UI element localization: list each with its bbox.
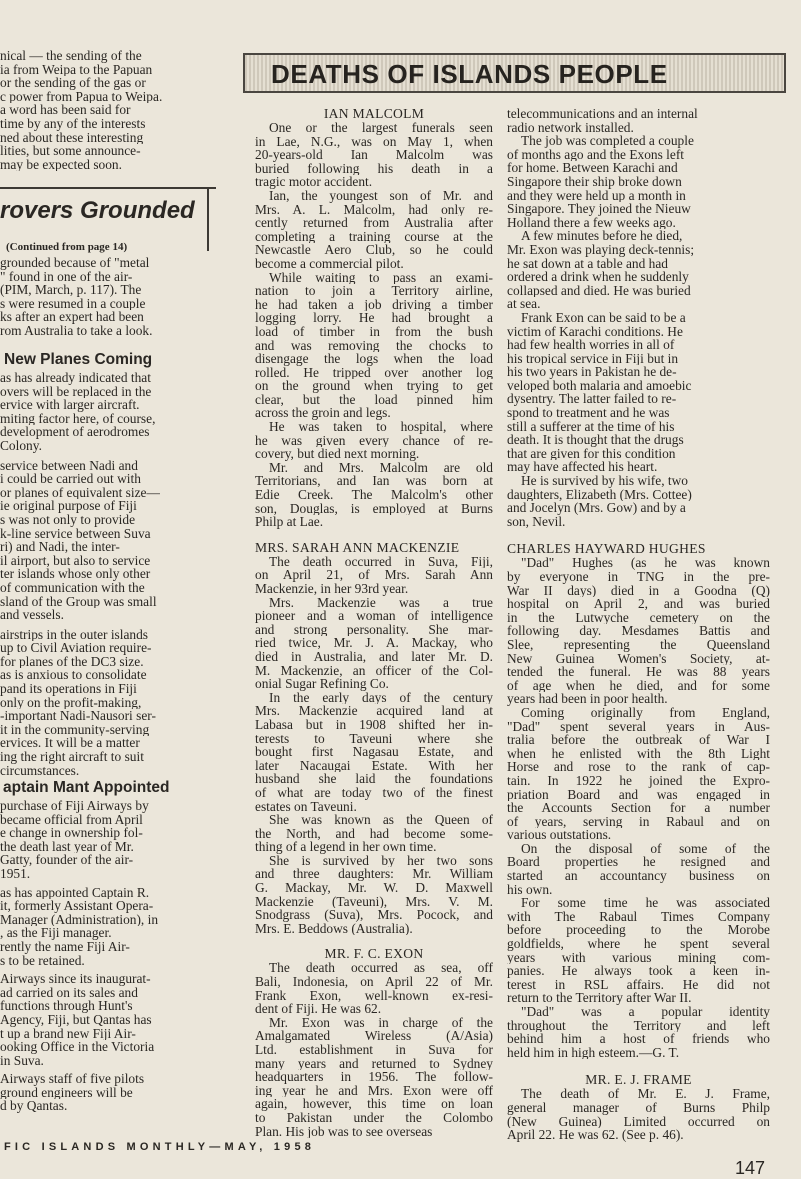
text-line: son, Douglas, is employed at Burns [255, 501, 493, 516]
text-line: Airways since its inaugurat- [0, 972, 151, 986]
text-line: Slee, representing the Queensland [507, 637, 770, 652]
running-footer [0, 1141, 801, 1153]
text-line: grounded because of "metal [0, 256, 150, 270]
text-line: " found in one of the air- [0, 269, 133, 284]
text-line: become a commercial pilot. [255, 256, 404, 271]
text-line: general manager of Burns Philp [507, 1100, 770, 1115]
text-line: , as the Fiji manager. [0, 926, 112, 940]
text-line: She is survived by her two sons [269, 853, 493, 868]
text-line: Coming originally from England, [521, 705, 770, 720]
text-line: tended the funeral. He was 88 years [507, 665, 770, 679]
text-line: Plan. His job was to see overseas [255, 1124, 433, 1139]
text-line: died in Australia, and later Mr. D. [255, 649, 493, 664]
text-line: and vessels. [0, 608, 64, 622]
text-line: While waiting to pass an exami- [269, 270, 493, 285]
text-line: dent of Fiji. He was 62. [255, 1002, 382, 1016]
text-line: thing of a legend in her own time. [255, 840, 437, 854]
text-line: and was removing the chocks to [255, 338, 493, 353]
text-line: Ian, the youngest son of Mr. and [269, 188, 493, 203]
text-line: overs will be replaced in the [0, 384, 152, 399]
text-line: cently returned from Australia after [255, 216, 493, 230]
obituary-name: MR. F. C. EXON [324, 946, 424, 962]
text-line: dysentry. The latter failed to re- [507, 392, 677, 407]
text-line: many years and returned to Sydney [255, 1056, 493, 1071]
text-line: ks after an expert had been [0, 310, 144, 324]
obituary-name: IAN MALCOLM [323, 106, 425, 121]
text-line: disengage the logs when the load [255, 352, 493, 366]
section-title: DEATHS OF ISLANDS PEOPLE [271, 59, 668, 89]
text-line: to Pakistan under the Colombo [255, 1110, 493, 1125]
section-banner [243, 53, 786, 93]
text-line: Bali, Indonesia, on April 22 of Mr. [255, 975, 493, 989]
text-line: as has already indicated that [0, 371, 151, 385]
text-line: up to Civil Aviation require- [0, 641, 152, 655]
text-line: Edie Creek. The Malcolm's other [255, 488, 493, 502]
text-line: his two years in Pakistan he de- [507, 365, 677, 379]
text-line: tain. In 1922 he joined the Expro- [507, 773, 770, 788]
text-line: One or the largest funerals seen [269, 121, 493, 135]
text-line: Singapore. They joined the Nieuw [507, 202, 691, 216]
text-line: i could be carried out with [0, 472, 141, 486]
text-line: development of aerodromes [0, 425, 150, 439]
text-line: s to be retained. [0, 953, 85, 968]
text-line: The death occurred as sea, off [269, 961, 493, 976]
text-line: New Guinea Women's Society, at- [507, 651, 770, 666]
text-line: 20-years-old Ian Malcolm was [255, 148, 493, 162]
obituary-name: CHARLES HAYWARD HUGHES [507, 541, 706, 557]
text-line: again, however, this time on loan [255, 1097, 493, 1111]
text-line: s were resumed in a couple [0, 296, 146, 311]
text-line: behind him a host of friends who [507, 1032, 770, 1046]
text-line: M. Mackenzie, an officer of the Col- [255, 663, 493, 678]
text-line: he had taken a job driving a timber [255, 297, 493, 312]
text-line: Mr. Exon was in charge of the [269, 1015, 493, 1030]
text-line: il airport, but also to service [0, 553, 151, 568]
text-line: or planes of equivalent size— [0, 485, 160, 500]
rovers-box-rule-top [0, 187, 216, 189]
text-line: held him in high esteem.—G. T. [507, 1045, 680, 1060]
text-line: c power from Papua to Weipa. [0, 89, 163, 104]
new-planes-text [0, 371, 212, 777]
text-line: in Suva. [0, 1053, 44, 1068]
text-line: victim of Karachi conditions. He [507, 324, 683, 339]
text-line: k-line service between Suva [0, 526, 151, 541]
text-line: circumstances. [0, 763, 80, 778]
text-line: miting factor here, of course, [0, 411, 156, 426]
text-line: and strong personality. She mar- [255, 622, 493, 637]
text-line: ooking Office in the Victoria [0, 1040, 155, 1054]
text-line: on the ground when trying to get [255, 379, 493, 393]
text-line: (New Guinea) Limited occurred on [507, 1114, 770, 1129]
text-line: For some time he was associated [521, 896, 770, 910]
continued-note: (Continued from page 14) [6, 241, 128, 253]
text-line: it, formerly Assistant Opera- [0, 899, 154, 913]
text-line: the North, and had become some- [255, 826, 493, 841]
text-line: functions through Hunt's [0, 999, 133, 1013]
intro-text [0, 49, 212, 171]
text-line: throughout the Territory and left [507, 1018, 770, 1033]
text-line: Airways staff of five pilots [0, 1072, 145, 1086]
text-line: return to the Territory after War II. [507, 991, 692, 1005]
text-line: and three daughters: Mr. William [255, 867, 493, 882]
text-line: ervice with larger aircraft. [0, 398, 140, 412]
text-line: logging lorry. He had brought a [255, 311, 493, 325]
text-line: He is survived by his wife, two [521, 474, 688, 488]
text-line: -important Nadi-Nausori ser- [0, 709, 156, 723]
text-line: the death last year of Mr. [0, 839, 134, 854]
text-line: he was given every chance of re- [255, 433, 493, 448]
text-line: rently the name Fiji Air- [0, 939, 130, 954]
text-line: years with various mining com- [507, 950, 770, 965]
text-line: War II days) died in a Goodna (Q) [507, 583, 770, 598]
text-line: The death occurred in Suva, Fiji, [269, 554, 493, 569]
text-line: may have affected his heart. [507, 460, 658, 475]
text-line: Agency, Fiji, but Qantas has [0, 1012, 152, 1027]
text-line: husband she laid the foundations [255, 772, 493, 786]
text-line: as is anxious to consolidate [0, 668, 147, 683]
text-line: terests to Taveuni where she [255, 731, 493, 746]
text-line: load of timber in from the bush [255, 324, 493, 339]
text-line: purchase of Fiji Airways by [0, 799, 149, 813]
text-line: at sea. [507, 297, 541, 311]
text-line: of communication with the [0, 580, 145, 595]
text-line: The death of Mr. E. J. Frame, [521, 1087, 770, 1101]
text-line: Horse and rose to the rank of cap- [507, 760, 770, 774]
text-line: Singapore their ship broke down [507, 174, 682, 189]
text-line: He was taken to hospital, where [269, 420, 493, 434]
text-line: the Accounts Section for a number [507, 801, 770, 815]
text-line: Mackenzie, in her 93rd year. [255, 582, 409, 596]
text-line: lities, but some announce- [0, 144, 141, 158]
text-line: still a sufferer at the time of his [507, 419, 675, 434]
text-line: ter islands whose only other [0, 567, 151, 581]
text-line: Frank Exon, well-known ex-resi- [255, 988, 493, 1003]
text-line: of age when he died, and for some [507, 678, 770, 693]
text-line: e change in ownership fol- [0, 826, 143, 840]
footer-text: FIC ISLANDS MONTHLY—MAY, 1958 [4, 1141, 316, 1153]
text-line: On the disposal of some of the [521, 841, 770, 856]
text-line: Manager (Administration), in [0, 912, 159, 927]
text-line: ordered a drink when he suddenly [507, 270, 689, 284]
text-line: years had been in poor health. [507, 692, 668, 706]
text-line: Mrs. Mackenzie acquired land at [255, 704, 493, 718]
text-line: buried following his death in a [255, 161, 493, 176]
text-line: headquarters in 1956. The follow- [255, 1070, 493, 1084]
text-line: G. Mackay, Mr. W. D. Maxwell [255, 881, 493, 895]
text-line: ia from Weipa to the Papuan [0, 62, 153, 77]
right-column [507, 107, 770, 1142]
obituary-name: MR. E. J. FRAME [585, 1072, 692, 1088]
text-line: Labasa but in 1908 shifted her in- [255, 717, 493, 732]
text-line: when he enlisted with the 8th Light [507, 746, 770, 761]
text-line: Board properties he resigned and [507, 855, 770, 870]
text-line: his tropical service in Fiji but in [507, 351, 679, 366]
text-line: 1951. [0, 866, 31, 881]
new-planes-heading: New Planes Coming [4, 351, 153, 368]
text-line: had few health worries in all of [507, 338, 675, 352]
text-line: time by any of the interests [0, 116, 146, 131]
middle-column [255, 107, 493, 1138]
text-line: clear, but the load pinned him [255, 392, 493, 407]
text-line: ground engineers will be [0, 1085, 133, 1100]
text-line: rolled. He tripped over another log [255, 365, 493, 380]
text-line: Newcastle Aero Club, so he could [255, 243, 493, 257]
text-line: ing year he and Mrs. Exon were off [255, 1083, 493, 1098]
text-line: daughters, Elizabeth (Mrs. Cottee) [507, 487, 692, 502]
text-line: rom Australia to take a look. [0, 323, 153, 338]
text-line: with The Rabaul Times Company [507, 909, 770, 924]
text-line: "Dad" Hughes (as he was known [521, 556, 770, 570]
text-line: Snodgrass (Suva), Mrs. Pocock, and [255, 908, 493, 922]
text-line: t up a brand new Fiji Air- [0, 1026, 136, 1041]
rovers-text [0, 256, 212, 338]
obituary-name: MRS. SARAH ANN MACKENZIE [255, 539, 460, 555]
text-line: Philp at Lae. [255, 515, 324, 529]
text-line: or the sending of the gas or [0, 76, 146, 90]
text-line: various outstations. [507, 828, 612, 842]
text-line: for home. Between Karachi and [507, 161, 678, 175]
text-line: ned about these interesting [0, 130, 144, 145]
text-line: priation Board and was engaged in [507, 787, 770, 802]
text-line: following day. Mesdames Battis and [507, 624, 770, 638]
text-line: Amalgamated Wireless (A/Asia) [255, 1029, 493, 1043]
text-line: son, Nevil. [507, 514, 566, 529]
text-line: he sat down at a table and had [507, 256, 669, 271]
text-line: by everyone in TNG in the pre- [507, 570, 770, 584]
text-line: She was known as the Queen of [269, 813, 493, 827]
rovers-box-rule-side [207, 187, 209, 251]
text-line: ervices. It will be a matter [0, 736, 140, 751]
text-line: ing the right aircraft to suit [0, 750, 144, 764]
text-line: started an accountancy business on [507, 869, 770, 883]
text-line: spond to treatment and he was [507, 406, 670, 420]
text-line: Mackenzie (Taveuni), Mrs. V. M. [255, 894, 493, 909]
text-line: may be expected soon. [0, 157, 122, 172]
text-line: became official from April [0, 812, 143, 827]
text-line: "Dad" was a popular identity [521, 1005, 770, 1019]
captain-heading: aptain Mant Appointed [3, 779, 170, 796]
text-line: of years, serving in Rabaul and on [507, 814, 770, 829]
text-line: ri) and Nadi, the inter- [0, 540, 120, 554]
text-line: Mrs. A. L. Malcolm, had only re- [255, 202, 493, 217]
text-line: Ltd. establishment in Suva for [255, 1043, 493, 1057]
text-line: and Jocelyn (Mrs. Gow) and by a [507, 501, 686, 515]
text-line: it in the community-serving [0, 722, 150, 737]
text-line: goldfields, where he spent several [507, 937, 770, 951]
text-line: radio network installed. [507, 120, 634, 135]
text-line: in Lae, N.G., was on May 1, when [255, 134, 493, 149]
text-line: death. It is thought that the drugs [507, 433, 684, 447]
text-line: as has appointed Captain R. [0, 885, 150, 900]
text-line: bought first Nagasau Estate, and [255, 745, 493, 759]
text-line: on April 21, of Mrs. Sarah Ann [255, 568, 493, 582]
text-line: of months ago and the Exons left [507, 147, 685, 162]
text-line: ad carried on its sales and [0, 985, 138, 1000]
text-line: before proceeding to the Morobe [507, 923, 770, 938]
text-line: airstrips in the outer islands [0, 627, 149, 642]
text-line: Mrs. Mackenzie was a true [269, 595, 493, 610]
text-line: Mrs. E. Beddows (Australia). [255, 921, 413, 936]
text-line: "Dad" spent several years in Aus- [507, 719, 770, 734]
text-line: The job was completed a couple [521, 134, 694, 148]
text-line: Gatty, founder of the air- [0, 853, 134, 867]
captain-text [0, 799, 212, 1113]
text-line: A few minutes before he died, [521, 229, 683, 243]
text-line: nical — the sending of the [0, 49, 142, 63]
text-line: nation to join a Territory airline, [255, 284, 493, 298]
text-line: veloped both malaria and amoebic [507, 378, 692, 393]
text-line: in the Lutwyche cemetery on the [507, 610, 770, 625]
text-line: ried twice, Mr. J. A. Mackay, who [255, 636, 493, 650]
text-line: estates on Taveuni. [255, 799, 357, 814]
text-line: across the groin and legs. [255, 406, 391, 421]
text-line: later Nacaugai Estate. With her [255, 758, 493, 773]
text-line: Colony. [0, 438, 42, 453]
text-line: his own. [507, 882, 553, 897]
text-line: April 22. He was 62. (See p. 46). [507, 1128, 684, 1142]
text-line: Frank Exon can be said to be a [521, 310, 686, 325]
text-line: completing a training course at the [255, 229, 493, 244]
text-line: and they were held up a month in [507, 188, 686, 203]
text-line: of what are today two of the finest [255, 785, 493, 800]
page-number: 147 [735, 1158, 766, 1178]
text-line: that are given for this condition [507, 446, 676, 461]
text-line: covery, but died next morning. [255, 447, 420, 461]
text-line: sland of the Group was small [0, 594, 157, 609]
text-line: tragic motor accident. [255, 175, 373, 189]
text-line: hospital on April 2, and was buried [507, 597, 770, 611]
text-line: Mr. and Mrs. Malcolm are old [269, 460, 493, 475]
text-line: terest in RSL affairs. He did not [507, 977, 770, 992]
text-line: Mr. Exon was playing deck-tennis; [507, 242, 695, 257]
text-line: Territorians, and Ian was born at [255, 474, 493, 489]
text-line: collapsed and died. He was buried [507, 283, 691, 298]
text-line: only on the profit-making, [0, 695, 142, 710]
text-line: (PIM, March, p. 117). The [0, 283, 142, 297]
text-line: panies. He always took a keen in- [507, 964, 770, 978]
text-line: ie original purpose of Fiji [0, 499, 137, 513]
text-line: telecommunications and an internal [507, 107, 698, 121]
text-line: Holland there a few weeks ago. [507, 215, 676, 230]
text-line: d by Qantas. [0, 1099, 68, 1114]
text-line: a word has been said for [0, 103, 131, 117]
text-line: service between Nadi and [0, 458, 138, 473]
text-line: tralia before the outbreak of War I [507, 733, 770, 747]
text-line: s was not only to provide [0, 512, 136, 527]
text-line: pand its operations in Fiji [0, 682, 137, 696]
text-line: for planes of the DC3 size. [0, 654, 144, 669]
text-line: onial Sugar Refining Co. [255, 677, 389, 691]
text-line: pioneer and a woman of intelligence [255, 609, 493, 623]
text-line: In the early days of the century [269, 690, 493, 705]
rovers-grounded-heading: rovers Grounded [0, 197, 195, 224]
